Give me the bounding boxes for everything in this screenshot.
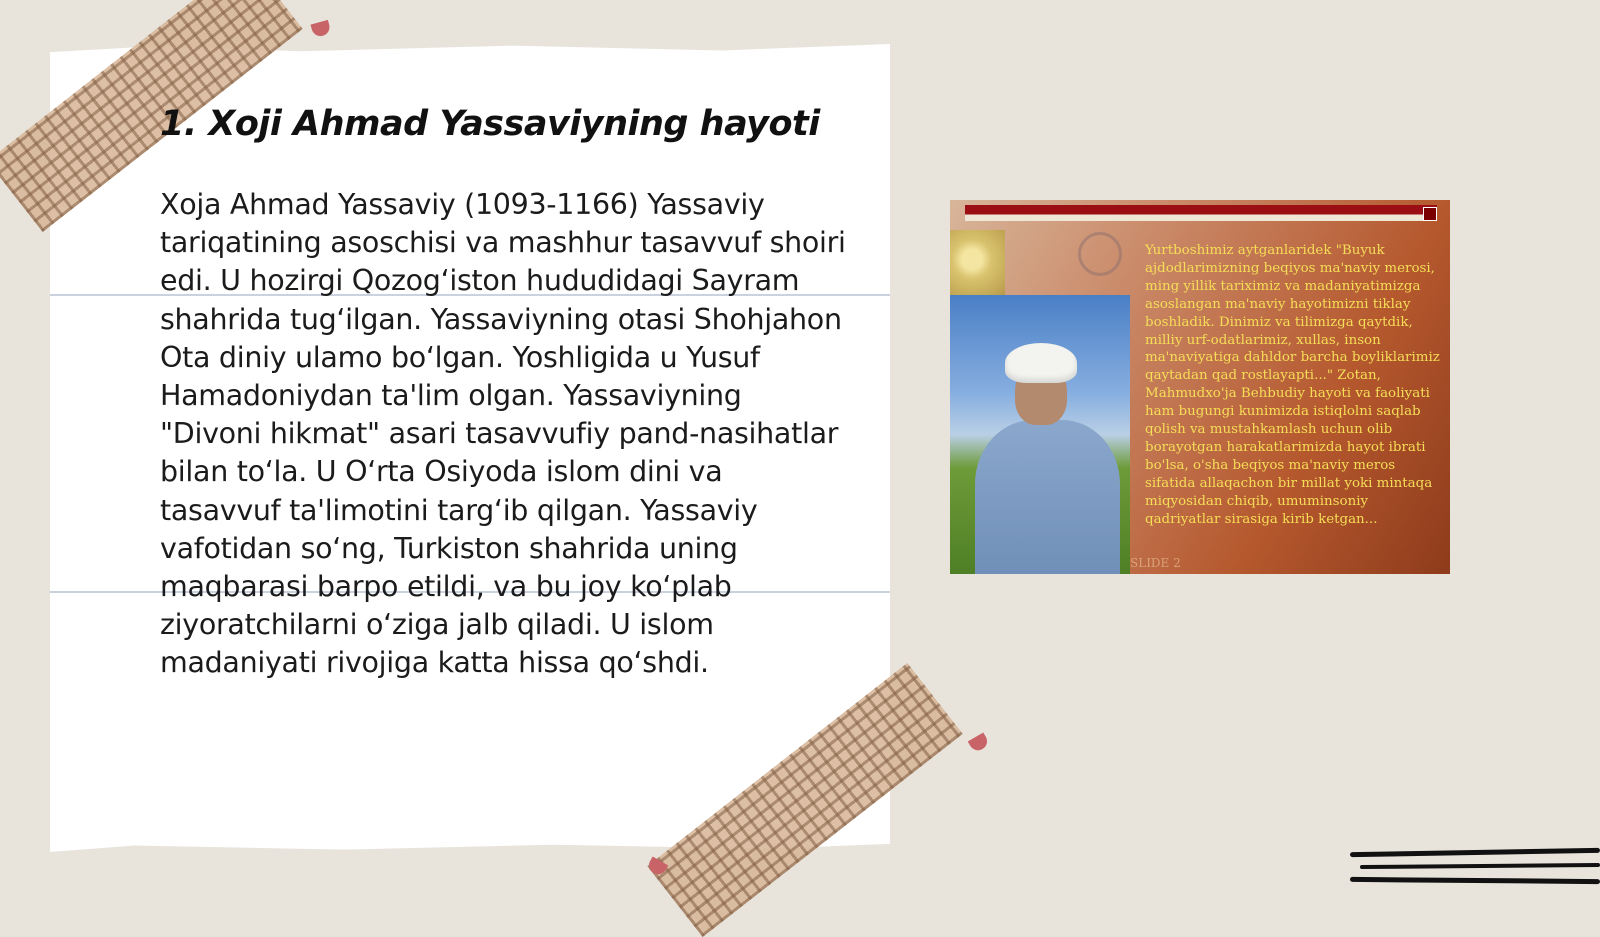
scribble-lines <box>1350 848 1600 892</box>
ornament-icon <box>950 230 1005 295</box>
image-top-bar <box>965 205 1437 221</box>
slide-title: 1. Xoji Ahmad Yassaviyning hayoti <box>160 104 820 144</box>
portrait-photo <box>950 295 1130 574</box>
image-footer-label: SLIDE 2 <box>1130 556 1181 570</box>
embedded-image <box>950 200 1450 574</box>
person-figure <box>995 335 1095 574</box>
image-caption-text: Yurtboshimiz aytganlaridek "Buyuk ajdodlarimizning beqiyos ma'naviy merosi, ming yillik tariximiz va madaniyatimizga asoslangan ma'naviy hayotimizni tiklay boshladik. Dinimiz va tilimizga qaytdik, milliy urf-odatlarimiz, xullas, inson ma'naviyatiga dahldor barcha boyliklarimiz qaytadan qad rostlayapti..." Zotan, Mahmudxo'ja Behbudiy hayoti va faoliyati ham bugungi kunimizda istiqlolni saqlab qolish va mustahkamlash uchun olib borayotgan harakatlarimizda hayot ibrati bo'lsa, o'sha beqiyos ma'naviy meros sifatida allaqachon bir millat yoki mintaqa miqyosidan chiqib, umuminsoniy qadriyatlar sirasiga kirib ketgan... <box>1145 243 1440 527</box>
slide-body-text: Xoja Ahmad Yassaviy (1093-1166) Yassaviy tariqatining asoschisi va mashhur tasavvuf shoiri edi. U hozirgi Qozog‘iston hududidagi Sayram shahrida tug‘ilgan. Yassaviyning otasi Shohjahon Ota diniy ulamo bo‘lgan. Yoshligida u Yusuf Hamadoniydan ta'lim olgan. Yassaviyning "Divoni hikmat" asari tasavvufiy pand-nasihatlar bilan to‘la. U O‘rta Osiyoda islom dini va tasavvuf ta'limotini targ‘ib qilgan. Yassaviy vafotidan so‘ng, Turkiston shahrida uning maqbarasi barpo etildi, va bu joy ko‘plab ziyoratchilarni o‘ziga jalb qiladi. U islom madaniyati rivojiga katta hissa qo‘shdi. <box>160 188 846 680</box>
tape-pin-bottom-right <box>968 732 991 753</box>
tape-pin-top <box>310 20 331 38</box>
turban-icon <box>1005 343 1077 383</box>
magnifier-icon <box>1078 232 1122 276</box>
